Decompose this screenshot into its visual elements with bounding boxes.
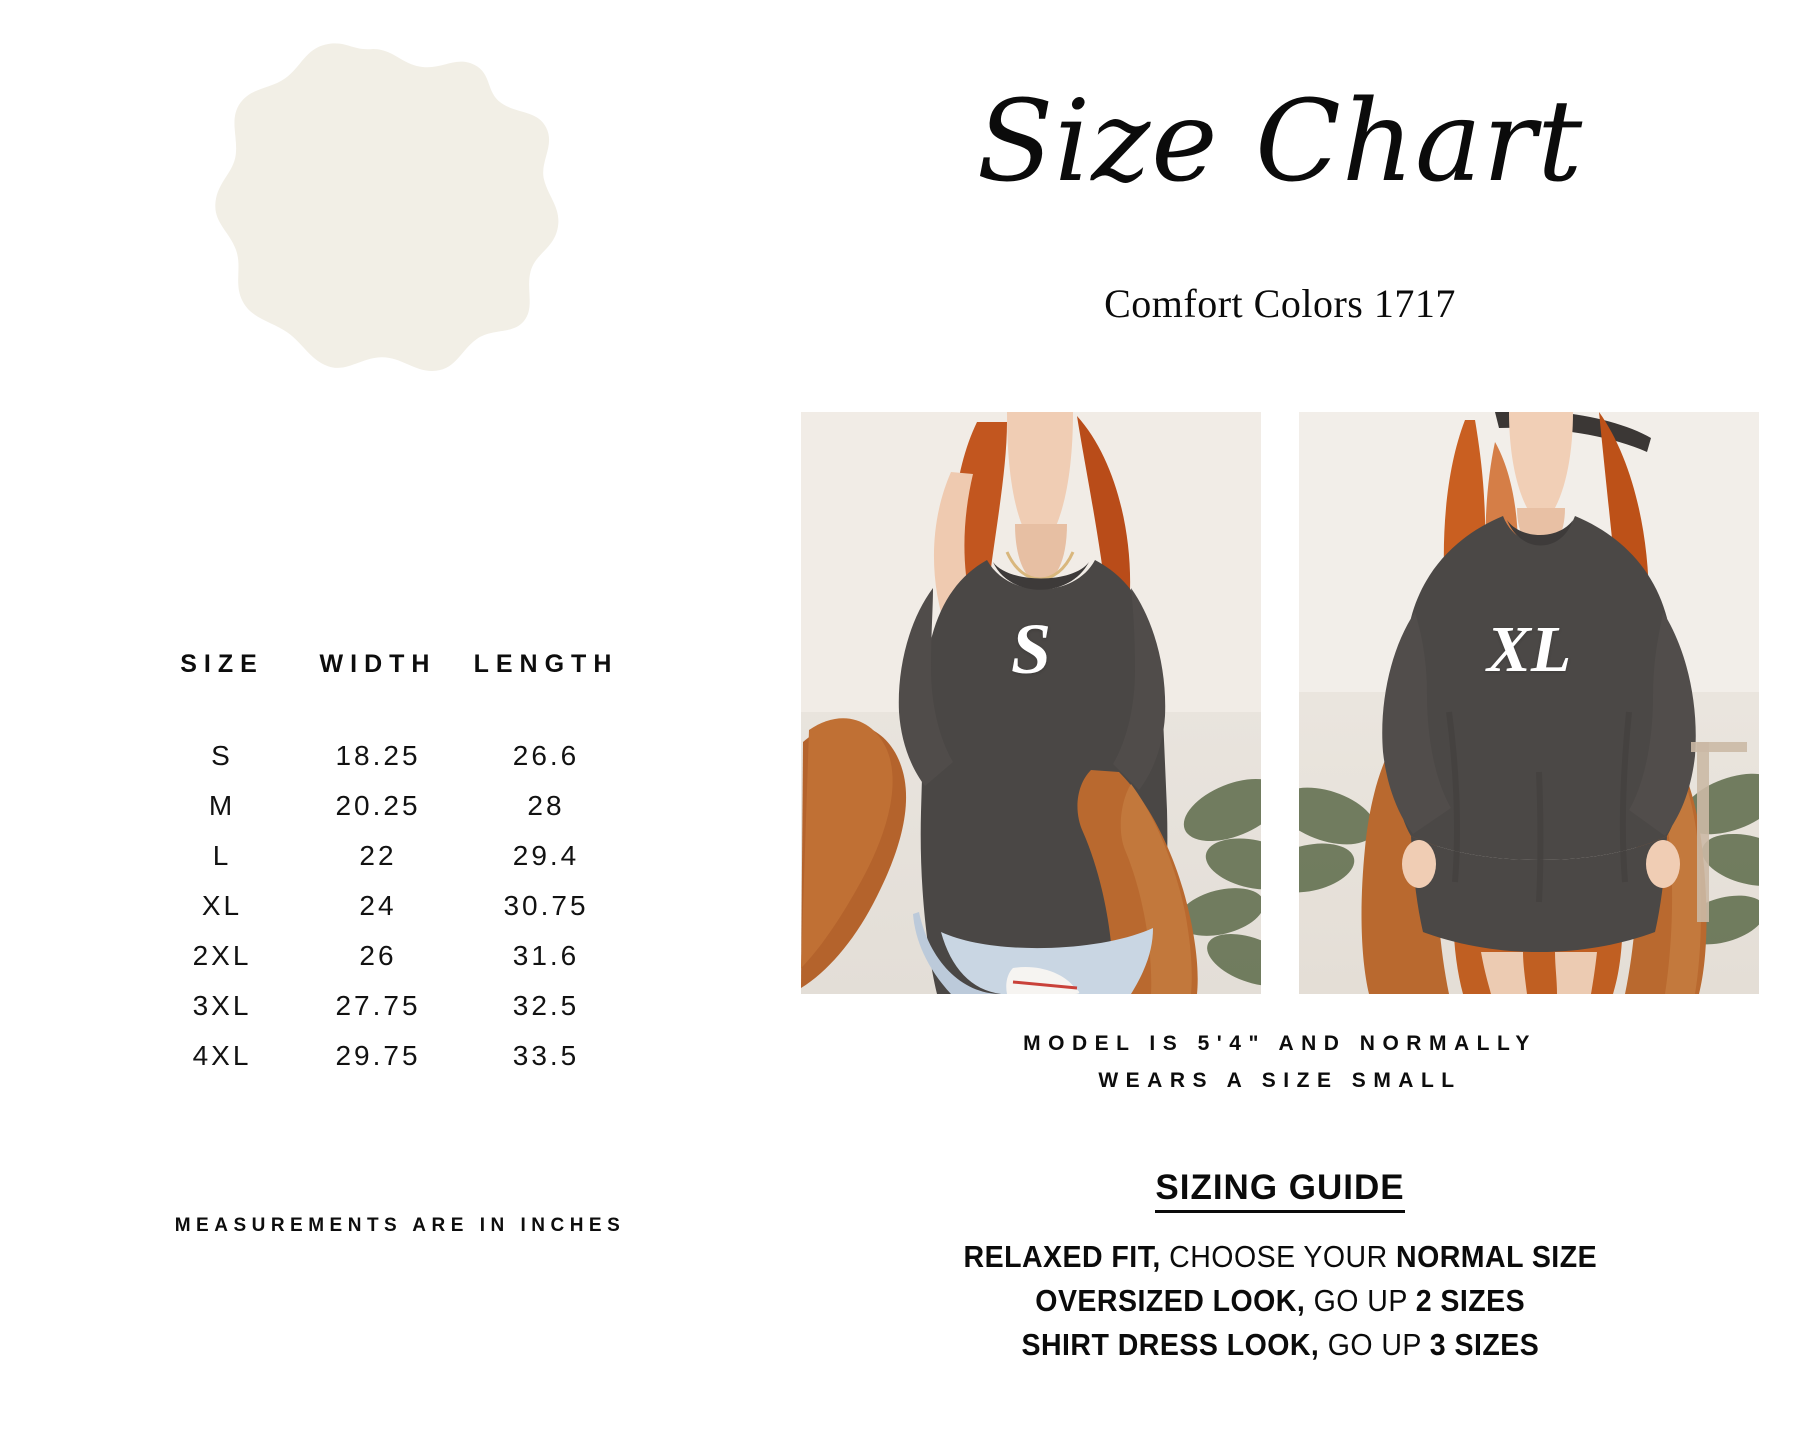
sizing-guide-title-text: SIZING GUIDE (1155, 1168, 1404, 1213)
sizing-guide-lines (760, 1235, 1800, 1367)
photo-size-label-small: S (1010, 609, 1052, 689)
table-row (150, 831, 630, 881)
cell-size: L (212, 840, 232, 871)
cell-length: 30.75 (503, 890, 589, 921)
model-wearing-size-small (801, 412, 1261, 994)
cell-length: 33.5 (512, 1040, 580, 1071)
guide-line-2-mid: GO UP (1305, 1283, 1416, 1319)
column-header-length: LENGTH (473, 650, 619, 678)
cell-width: 22 (359, 840, 397, 871)
sizing-guide-line (760, 1323, 1800, 1367)
left-column (0, 0, 760, 1440)
table-row (150, 881, 630, 931)
right-column (760, 0, 1800, 1440)
page-title: Size Chart (976, 77, 1584, 207)
table-row (150, 731, 630, 781)
guide-line-3-lead: SHIRT DRESS LOOK, (1021, 1327, 1319, 1363)
model-note-line-2: WEARS A SIZE SMALL (1098, 1068, 1462, 1092)
model-photos (760, 412, 1800, 994)
cell-length: 32.5 (512, 990, 580, 1021)
sizing-guide-title (760, 1168, 1800, 1208)
cell-width: 29.75 (335, 1040, 421, 1071)
cell-length: 26.6 (512, 740, 580, 771)
column-header-size: SIZE (180, 650, 264, 678)
table-row (150, 931, 630, 981)
guide-line-3-mid: GO UP (1318, 1327, 1430, 1363)
table-header-row (150, 650, 630, 731)
cell-length: 29.4 (512, 840, 580, 871)
guide-line-3-strong: 3 SIZES (1429, 1327, 1539, 1363)
cell-size: 4XL (192, 1040, 252, 1071)
cell-width: 26 (359, 940, 397, 971)
guide-line-2-lead: OVERSIZED LOOK, (1035, 1283, 1306, 1319)
model-wearing-size-xl (1299, 412, 1759, 994)
guide-line-1-mid: CHOOSE YOUR (1160, 1239, 1396, 1274)
guide-line-1-lead: RELAXED FIT, (963, 1239, 1161, 1274)
size-table-wrapper (150, 650, 630, 1081)
cell-width: 18.25 (335, 740, 421, 771)
table-row (150, 781, 630, 831)
scalloped-blob-decoration (148, 40, 598, 490)
sizing-guide-line (760, 1235, 1800, 1279)
measurements-note: MEASUREMENTS ARE IN INCHES (174, 1215, 626, 1236)
page-subtitle: Comfort Colors 1717 (1104, 281, 1456, 326)
cell-width: 20.25 (335, 790, 421, 821)
cell-size: XL (201, 890, 243, 921)
cell-width: 24 (359, 890, 397, 921)
model-note-line-1: MODEL IS 5'4" AND NORMALLY (1023, 1032, 1537, 1055)
guide-line-2-strong: 2 SIZES (1415, 1283, 1525, 1319)
cell-size: S (211, 740, 233, 771)
table-row (150, 1031, 630, 1081)
photo-size-label-xl: XL (1486, 613, 1572, 686)
cell-size: M (208, 790, 236, 821)
model-height-note (820, 1026, 1740, 1100)
cell-size: 3XL (192, 990, 252, 1021)
table-row (150, 981, 630, 1031)
size-table (150, 650, 630, 1081)
guide-line-1-strong: NORMAL SIZE (1395, 1239, 1597, 1274)
sizing-guide-line (760, 1279, 1800, 1323)
cell-width: 27.75 (335, 990, 421, 1021)
cell-size: 2XL (192, 940, 252, 971)
column-header-width: WIDTH (319, 650, 437, 678)
cell-length: 28 (527, 790, 565, 821)
cell-length: 31.6 (512, 940, 580, 971)
